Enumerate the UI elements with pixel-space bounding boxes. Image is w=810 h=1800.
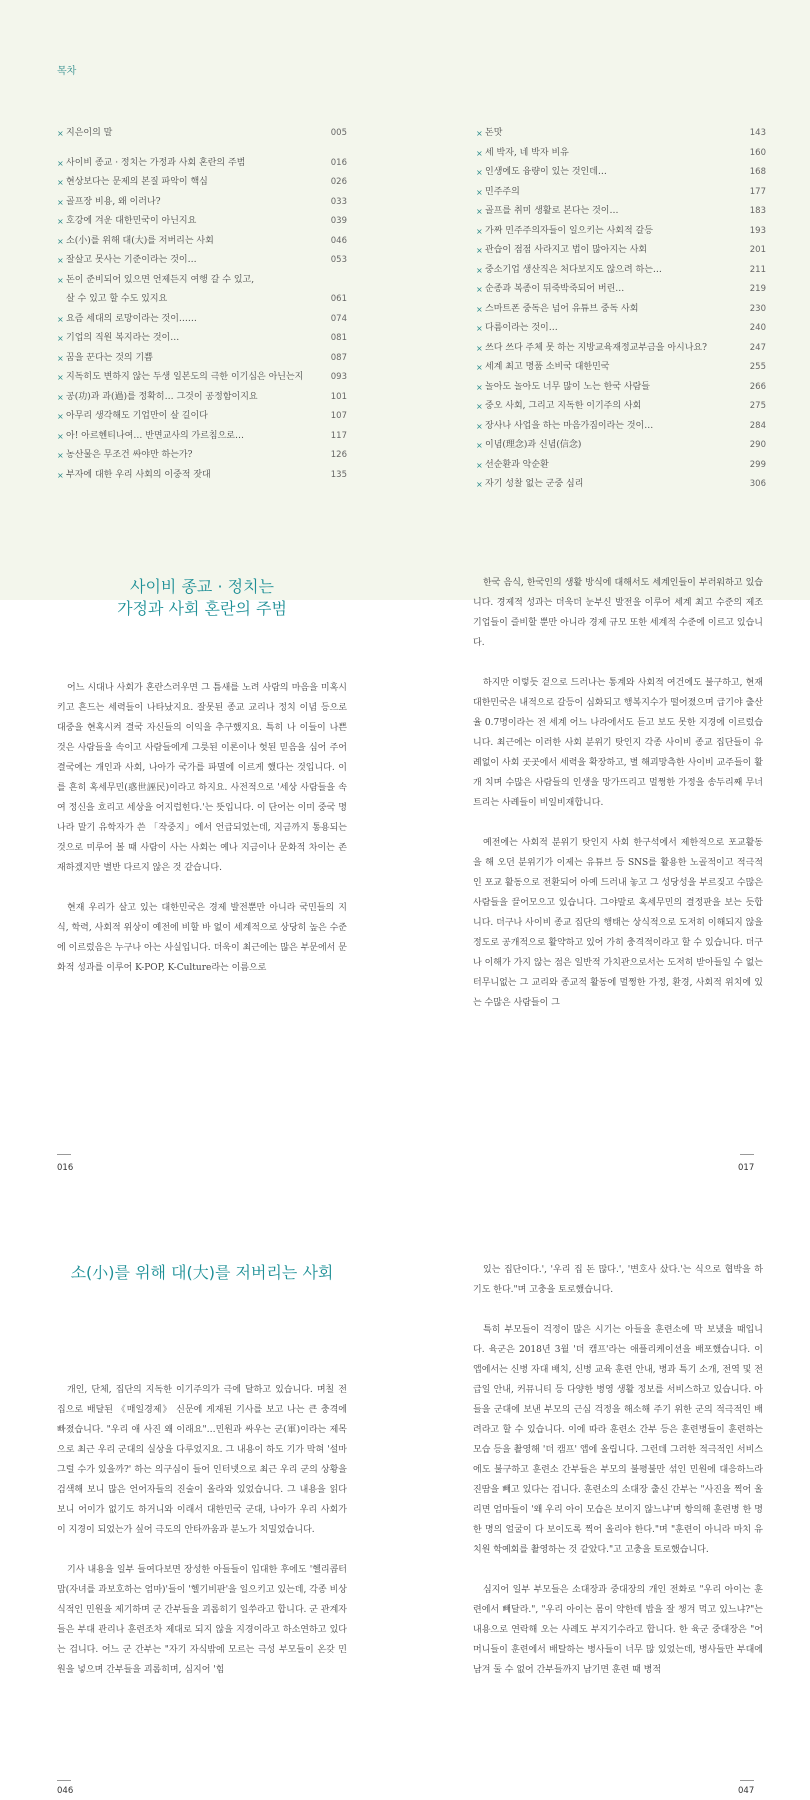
- toc-entry-page: 039: [330, 216, 347, 226]
- toc-entry-title: × 쓰다 쓰다 주체 못 하는 지방교육재정교부금을 아시나요?: [476, 339, 707, 359]
- paragraph: 현재 우리가 살고 있는 대한민국은 경제 발전뿐만 아니라 국민들의 지식, 학력, 사회적 위상이 예전에 비할 바 없이 세계적으로 상당히 높은 수준에 이르렀음은 누구나 아는 사실입니다. 더욱이 최근에는 많은 부문에서 문화적 성과를 이루어 K-POP, K-Culture라는 이름으로: [57, 903, 347, 973]
- toc-entry-title: × 부자에 대한 우리 사회의 이중적 잣대: [57, 466, 211, 486]
- body-text: [473, 1260, 763, 1700]
- toc-entry[interactable]: [476, 124, 766, 144]
- toc-entry[interactable]: [476, 397, 766, 417]
- toc-entry[interactable]: [57, 124, 347, 144]
- page-number-right: 047: [738, 1786, 755, 1796]
- toc-entry-title: × 사이비 종교 · 정치는 가정과 사회 혼란의 주범: [57, 154, 245, 174]
- toc-entry[interactable]: [476, 319, 766, 339]
- toc-entry-page: 177: [749, 186, 766, 197]
- chapter-title: 소(小)를 위해 대(大)를 저버리는 사회: [70, 1263, 334, 1282]
- page-rule: [57, 1780, 71, 1781]
- toc-entry-page: 046: [330, 235, 347, 246]
- chapter-title: [57, 576, 347, 620]
- toc-entry-page: 247: [749, 342, 766, 353]
- paragraph: 기사 내용을 일부 들여다보면 장성한 아들들이 입대한 후에도 '헬리콥터 맘(자녀를 과보호하는 엄마)'들이 '헬기비판'을 일으키고 있는데, 각종 비상식적인 민원을 제기하며 군 간부들을 괴롭히기 일쑤라고 합니다. 군 관계자들은 부대 관리나 훈련조차 제대로 되지 않을 지경이라고 하소연하고 있다는 겁니다. 어느 군 간부는 "자기 자식밖에 모르는 극성 부모들이 온갖 민원을 넣으며 간부들을 괴롭히며, 심지어 '힘: [57, 1565, 347, 1675]
- toc-entry-page: 193: [749, 225, 766, 236]
- toc-entry-title: × 자기 성찰 없는 군중 심리: [476, 475, 583, 495]
- paragraph: 심지어 일부 부모들은 소대장과 중대장의 개인 전화로 "우리 아이는 훈련에서 빼달라.", "우리 아이는 몸이 약한데 밥을 잘 챙겨 먹고 있느냐?"는 내용으로 연락해 오는 사례도 부지기수라고 합니다. 한 육군 중대장은 "어머니들이 훈련에서 배탈하는 병사들이 너무 많 있었는데, 병사들만 부대에 남겨 둘 수 없어 간부들까지 남기면 훈련 때 병적: [473, 1585, 763, 1675]
- toc-entry-title: × 지독히도 변하지 않는 두생 일본도의 극한 이기심은 아닌는지: [57, 368, 303, 388]
- paragraph: 예전에는 사회적 분위기 탓인지 사회 한구석에서 제한적으로 포교활동을 해 오던 분위기가 이제는 유튜브 등 SNS를 활용한 노골적이고 적극적인 포교 활동으로 전환되어 아예 드러내 놓고 그 성당성을 부르짖고 수많은 사람들을 끌어모으고 있습니다. 그야말로 혹세무민의 결정판을 보는 듯합니다. 더구나 사이비 종교 집단의 행태는 상식적으로 도저히 이해되지 않을 정도로 공개적으로 활약하고 있어 가히 충격적이라고 할 수 있습니다. 더구나 이해가 가지 않는 점은 일반적 가치관으로서는 도저히 받아들일 수 없는 터무니없는 그 교리와 종교적 활동에 멀쩡한 가정, 환경, 사회적 위치에 있는 수많은 사람들이 그: [473, 838, 763, 1008]
- toc-entry[interactable]: [57, 388, 347, 408]
- toc-entry-title: × 이념(理念)과 신념(信念): [476, 436, 581, 456]
- paragraph: 한국 음식, 한국인의 생활 방식에 대해서도 세계인들이 부러워하고 있습니다. 경제적 성과는 더욱더 눈부신 발전을 이루어 세계 최고 수준의 제조기업들이 즐비할 뿐만 아니라 경제 규모 또한 세계적 수준에 이르고 있습니다.: [473, 578, 763, 648]
- toc-title: 목차: [57, 66, 77, 77]
- page-rule: [740, 1154, 754, 1155]
- toc-entry-page: 211: [749, 264, 766, 275]
- chapter-title-line1: 사이비 종교 · 정치는: [130, 577, 274, 596]
- toc-entry[interactable]: [476, 339, 766, 359]
- toc-entry[interactable]: [476, 222, 766, 242]
- toc-entry[interactable]: [476, 417, 766, 437]
- toc-entry-page: 266: [749, 381, 766, 392]
- page-number-right: 017: [738, 1163, 755, 1173]
- toc-entry[interactable]: [57, 212, 347, 232]
- toc-entry-page: 290: [749, 440, 766, 450]
- toc-entry[interactable]: [57, 173, 347, 193]
- toc-entry-title: × 놀아도 놀아도 너무 많이 노는 한국 사람들: [476, 378, 650, 398]
- page-number-left: 016: [57, 1163, 74, 1173]
- toc-entry-page: 081: [330, 333, 347, 343]
- toc-entry[interactable]: [476, 300, 766, 320]
- page-rule: [57, 1154, 71, 1155]
- body-text: [473, 573, 763, 1033]
- toc-entry-page: 093: [330, 372, 347, 382]
- toc-entry-page: 275: [749, 401, 766, 411]
- toc-entry[interactable]: [57, 446, 347, 466]
- toc-entry-title: × 지은이의 말: [57, 124, 112, 144]
- paragraph: 하지만 이렇듯 겉으로 드러나는 통계와 사회적 여건에도 불구하고, 현재 대한민국은 내적으로 갈등이 심화되고 행복지수가 떨어졌으며 급기야 출산율 0.7명이라는 전 세계 어느 나라에서도 듣고 보도 못한 지경에 이르렀습니다. 최근에는 이러한 사회 분위기 탓인지 각종 사이비 종교 집단들이 유례없이 사회 곳곳에서 세력을 확장하고, 별 해괴망측한 사이비 교주들이 활개 치며 수많은 사람들의 인생을 망가뜨리고 멀쩡한 가정을 송두리째 무너트리는 사례들이 비일비재합니다.: [473, 678, 763, 808]
- toc-entry[interactable]: [476, 436, 766, 456]
- toc-entry[interactable]: [57, 154, 347, 174]
- paragraph: 개인, 단체, 집단의 지독한 이기주의가 극에 달하고 있습니다. 며칠 전 집으로 배달된 《매일경제》 신문에 게재된 기사를 보고 나는 큰 충격에 빠졌습니다. "우리 애 사진 왜 이래요"…민원과 싸우는 군(軍)이라는 제목으로 최근 우리 군대의 실상을 다루었지요. 그 내용이 하도 기가 막혀 '설마 그럴 수가 있을까?' 하는 의구심이 들어 인터넷으로 최근 우리 군의 상황을 검색해 보니 많은 언어자들의 진술이 올라와 있었습니다. 그 내용을 읽다 보니 어이가 없기도 하거니와 이래서 대한민국 군대, 나아가 우리 사회가 이 지경이 되었는가 싶어 극도의 안타까움과 분노가 치밀었습니다.: [57, 1385, 347, 1535]
- toc-entry-title: × 아! 아르헨티나여… 반면교사의 가르침으로…: [57, 427, 244, 447]
- spread-016-017: [0, 577, 810, 1200]
- toc-entry[interactable]: [57, 193, 347, 213]
- toc-entry-title: × 관습이 점점 사라지고 법이 많아지는 사회: [476, 241, 647, 261]
- toc-entry[interactable]: [57, 310, 347, 330]
- toc-entry-page: 101: [330, 391, 347, 402]
- toc-entry-page: 168: [749, 167, 766, 177]
- toc-entry-page: 033: [330, 196, 347, 207]
- toc-entry-title: × 가짜 민주주의자들이 일으키는 사회적 갈등: [476, 222, 653, 242]
- body-text: [57, 1380, 347, 1700]
- toc-entry-page: 087: [330, 352, 347, 363]
- page-046: [0, 1200, 405, 1800]
- toc-entry-title: × 돈맛: [476, 124, 502, 144]
- toc-entry-page: 240: [749, 323, 766, 333]
- page-047: [405, 1200, 810, 1800]
- toc-entry-title: × 순종과 복종이 뒤죽박죽되어 버린…: [476, 280, 624, 300]
- toc-entry[interactable]: [476, 163, 766, 183]
- toc-entry-title: × 스마트폰 중독은 넘어 유튜브 중독 사회: [476, 300, 638, 320]
- toc-entry[interactable]: [476, 475, 766, 495]
- toc-entry-title: × 중소기업 생산직은 처다보지도 않으려 하는…: [476, 261, 662, 281]
- toc-entry-title: × 현상보다는 문제의 본질 파악이 핵심: [57, 173, 208, 193]
- toc-entry-title: × 호강에 겨운 대한민국이 아닌지요: [57, 212, 196, 232]
- toc-entry-title: × 잘살고 못사는 기준이라는 것이…: [57, 251, 197, 271]
- toc-entry-title: × 세계 최고 명품 소비국 대한민국: [476, 358, 609, 378]
- toc-entry[interactable]: [57, 232, 347, 252]
- toc-entry-page: 230: [749, 303, 766, 314]
- toc-entry-page: 016: [330, 157, 347, 168]
- toc-entry[interactable]: [57, 427, 347, 447]
- toc-entry[interactable]: [476, 456, 766, 476]
- toc-entry-page: 219: [749, 284, 766, 294]
- toc-entry[interactable]: [476, 144, 766, 164]
- toc-entry[interactable]: [57, 271, 347, 310]
- toc-entry[interactable]: [57, 349, 347, 369]
- toc-entry-page: 026: [330, 177, 347, 187]
- toc-entry-page: 074: [330, 313, 347, 324]
- toc-entry-page: 053: [330, 255, 347, 265]
- toc-entry-title: × 돈이 준비되어 있으면 언제든지 여행 갈 수 있고, 살 수 있고 할 수도 있지요: [57, 271, 254, 310]
- toc-entry-title: × 농산물은 무조건 싸야만 하는가?: [57, 446, 192, 466]
- toc-entry-title: × 선순환과 악순환: [476, 456, 549, 476]
- toc-entry-page: 306: [749, 479, 766, 489]
- toc-entry-title: × 중오 사회, 그리고 지독한 이기주의 사회: [476, 397, 641, 417]
- toc-entry-title: × 민주주의: [476, 183, 520, 203]
- toc-entry[interactable]: [476, 280, 766, 300]
- page-number-left: 046: [57, 1786, 74, 1796]
- toc-entry-title: × 골프장 비용, 왜 이러나?: [57, 193, 161, 213]
- toc-entry-page: 107: [330, 411, 347, 421]
- toc-entry[interactable]: [476, 202, 766, 222]
- toc-entry-title: × 인생에도 융량이 있는 것인데…: [476, 163, 607, 183]
- toc-entry[interactable]: [57, 329, 347, 349]
- toc-left-column: [57, 124, 347, 485]
- paragraph: 있는 집단이다.', '우리 집 돈 많다.', '변호사 샀다.'는 식으로 협박을 하기도 한다."며 고충을 토로했습니다.: [473, 1265, 763, 1295]
- toc-entry-title: × 아무리 생각해도 기업만이 살 길이다: [57, 407, 208, 427]
- toc-entry-page: 135: [330, 469, 347, 480]
- toc-entry-title: × 요즘 세대의 로망이라는 것이……: [57, 310, 197, 330]
- toc-entry[interactable]: [476, 358, 766, 378]
- spread-046-047: [0, 1200, 810, 1800]
- toc-entry-page: 284: [749, 420, 766, 431]
- toc-entry-page: 005: [330, 128, 347, 138]
- toc-entry[interactable]: [57, 251, 347, 271]
- toc-entry-page: 143: [749, 128, 766, 138]
- toc-entry-title: × 다름이라는 것이…: [476, 319, 558, 339]
- page-017: [405, 578, 810, 1200]
- body-text: [57, 678, 347, 998]
- toc-entry-title: × 소(小)를 위해 대(大)를 저버리는 사회: [57, 232, 214, 252]
- toc-entry-title: × 세 박자, 네 박자 비유: [476, 144, 569, 164]
- toc-entry-page: 126: [330, 450, 347, 460]
- toc-entry[interactable]: [57, 368, 347, 388]
- toc-entry[interactable]: [476, 261, 766, 281]
- chapter-title-line2: 가정과 사회 혼란의 주범: [117, 599, 287, 618]
- toc-entry-title: × 골프를 취미 생활로 본다는 것이…: [476, 202, 618, 222]
- paragraph: 특히 부모들이 걱정이 많은 시기는 아들을 훈련소에 막 보냈을 때입니다. 육군은 2018년 3월 '더 캠프'라는 애플리케이션을 배포했습니다. 이 앱에서는 신병 자대 배치, 신병 교육 훈련 안내, 병과 특기 소개, 전역 및 전급일 안내, 커뮤니티 등 다양한 병영 생활 정보를 서비스하고 있습니다. 아들을 군대에 보낸 부모의 근심 걱정을 해소해 주기 위한 군의 적극적인 배려라고 할 수 있습니다. 이에 따라 훈련소 간부 등은 훈련병들이 훈련하는 모습 등을 촬영해 '더 캠프' 앱에 올립니다. 그런데 그러한 적극적인 서비스에도 불구하고 훈련소 간부들은 부모의 불평불만 섞인 민원에 대응하느라 진땀을 빼고 있다는 겁니다. 훈련소의 소대장 출신 간부는 "사진을 찍어 올리면 엄마들이 '왜 우리 아이 모습은 보이지 않느냐'며 항의해 훈련병 한 명 한 명의 얼굴이 다 보이도록 찍어 올리야 한다."며 "훈련이 아니라 마치 유치원 학예회를 촬영하는 것 같았다."고 고충을 토로했습니다.: [473, 1325, 763, 1555]
- toc-entry-title: × 꿈을 꾼다는 것의 기쁨: [57, 349, 153, 369]
- toc-entry-page: 061: [330, 294, 347, 304]
- toc-entry[interactable]: [57, 407, 347, 427]
- toc-entry-title: × 장사나 사업을 하는 마음가짐이라는 것이…: [476, 417, 653, 437]
- paragraph: 어느 시대나 사회가 혼란스러우면 그 틈새를 노려 사람의 마음을 미혹시키고 흔드는 세력들이 나타났지요. 잘못된 종교 교리나 정치 이념 등으로 대중을 현혹시켜 결국 자신들의 이익을 추구했지요. 특히 나 이들이 나쁜 것은 사람들을 속이고 사람들에게 그릇된 이론이나 헛된 믿음을 심어 주어 결국에는 개인과 사회, 나아가 국가를 파멸에 이르게 했다는 것입니다. 이를 흔히 혹세무민(惑世誣民)이라고 하지요. 사전적으로 '세상 사람들을 속여 정신을 흐리고 세상을 어지럽힌다.'는 뜻입니다. 이 단어는 이미 중국 명나라 말기 유학자가 쓴 「작중지」에서 언급되었는데, 지금까지 통용되는 것으로 미루어 볼 때 사람이 사는 사회는 예나 지금이나 문화적 차이는 존재하겠지만 별반 다르지 않은 것 같습니다.: [57, 683, 347, 873]
- toc-right-column: [476, 124, 766, 495]
- page-rule: [740, 1780, 754, 1781]
- toc-entry-page: 117: [330, 430, 347, 441]
- toc-entry-title: × 기업의 직원 복지라는 것이…: [57, 329, 179, 349]
- toc-entry-page: 299: [749, 459, 766, 470]
- toc-entry[interactable]: [476, 241, 766, 261]
- toc-entry[interactable]: [57, 466, 347, 486]
- page-016: [0, 577, 405, 1200]
- toc-entry[interactable]: [476, 378, 766, 398]
- toc-entry-page: 201: [749, 245, 766, 255]
- toc-entry-page: 255: [749, 362, 766, 372]
- table-of-contents: [0, 0, 810, 600]
- toc-entry[interactable]: [476, 183, 766, 203]
- toc-entry-page: 183: [749, 206, 766, 216]
- toc-entry-title: × 공(功)과 과(過)를 정확히… 그것이 공정함이지요: [57, 388, 258, 408]
- toc-entry-page: 160: [749, 147, 766, 158]
